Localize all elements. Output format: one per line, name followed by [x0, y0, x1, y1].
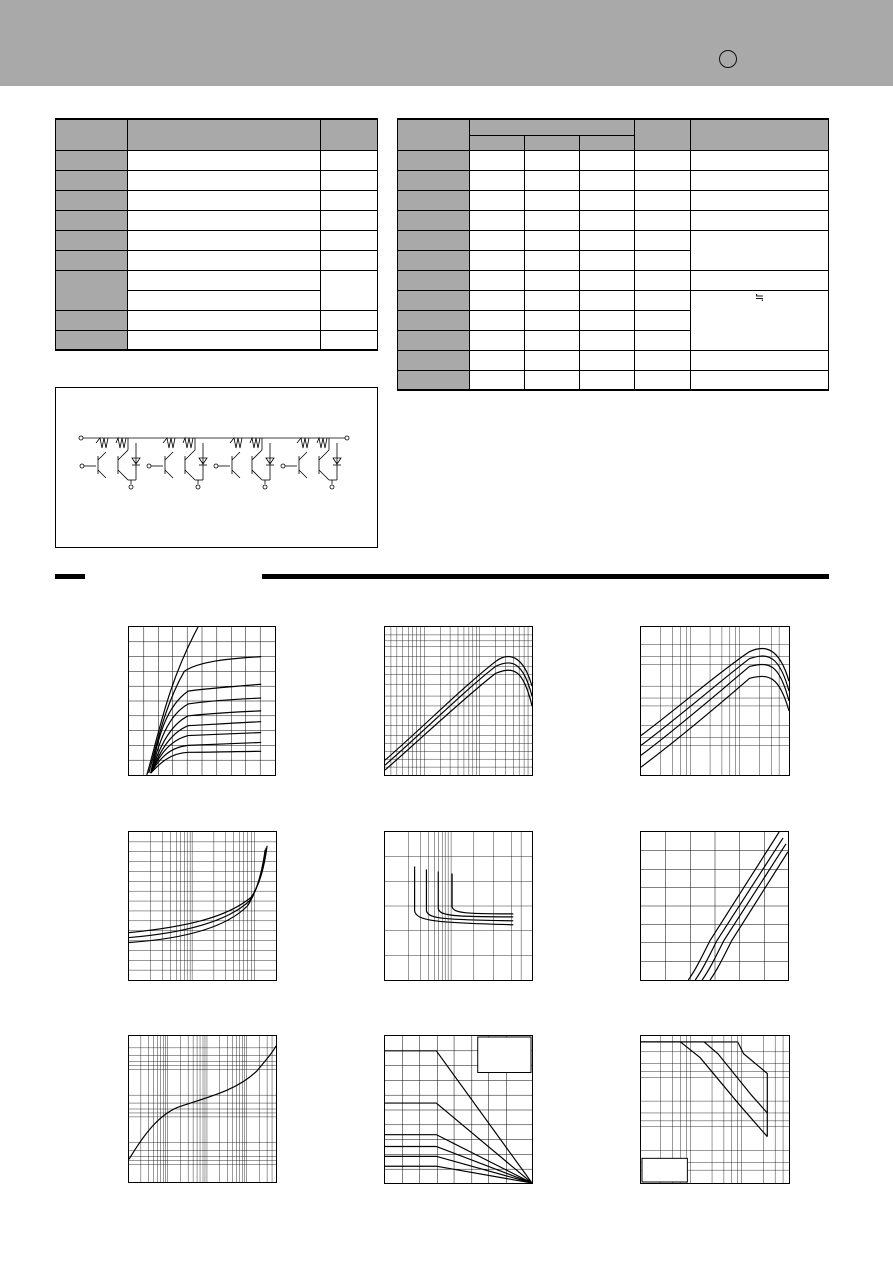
approx-symbol: ≒	[754, 291, 765, 304]
ratings-table	[55, 118, 378, 351]
table-row	[398, 210, 829, 230]
table-row	[56, 270, 378, 290]
graph-log-step	[384, 831, 533, 981]
graph-safe-operating-area	[640, 1035, 790, 1184]
table-row	[56, 330, 378, 350]
graph-log-s-curve	[128, 1035, 277, 1183]
circuit-diagram-icon	[56, 388, 377, 547]
graph-linear-rising	[640, 831, 789, 981]
graph-output-characteristic	[128, 626, 276, 776]
table-row	[56, 310, 378, 330]
characteristics-table	[397, 118, 829, 391]
table-row	[398, 190, 829, 210]
table-row	[398, 270, 829, 290]
graph-derating	[384, 1035, 533, 1184]
table-row	[56, 170, 378, 190]
graph-log-rising	[128, 831, 277, 981]
section-bar	[55, 574, 85, 579]
header-band	[0, 0, 893, 86]
graph-log-family	[640, 626, 790, 776]
table-row	[398, 230, 829, 250]
table-row	[56, 210, 378, 230]
circle-mark	[719, 50, 737, 68]
equivalent-circuit	[55, 387, 378, 548]
table-row	[56, 250, 378, 270]
table-row	[398, 170, 829, 190]
table-row	[398, 370, 829, 390]
table-row	[398, 150, 829, 170]
table-row	[56, 230, 378, 250]
section-rule	[262, 574, 829, 579]
table-row	[398, 290, 829, 310]
table-row	[398, 350, 829, 370]
graph-log-rise-fall	[384, 626, 533, 776]
table-row	[56, 190, 378, 210]
table-row	[56, 150, 378, 170]
